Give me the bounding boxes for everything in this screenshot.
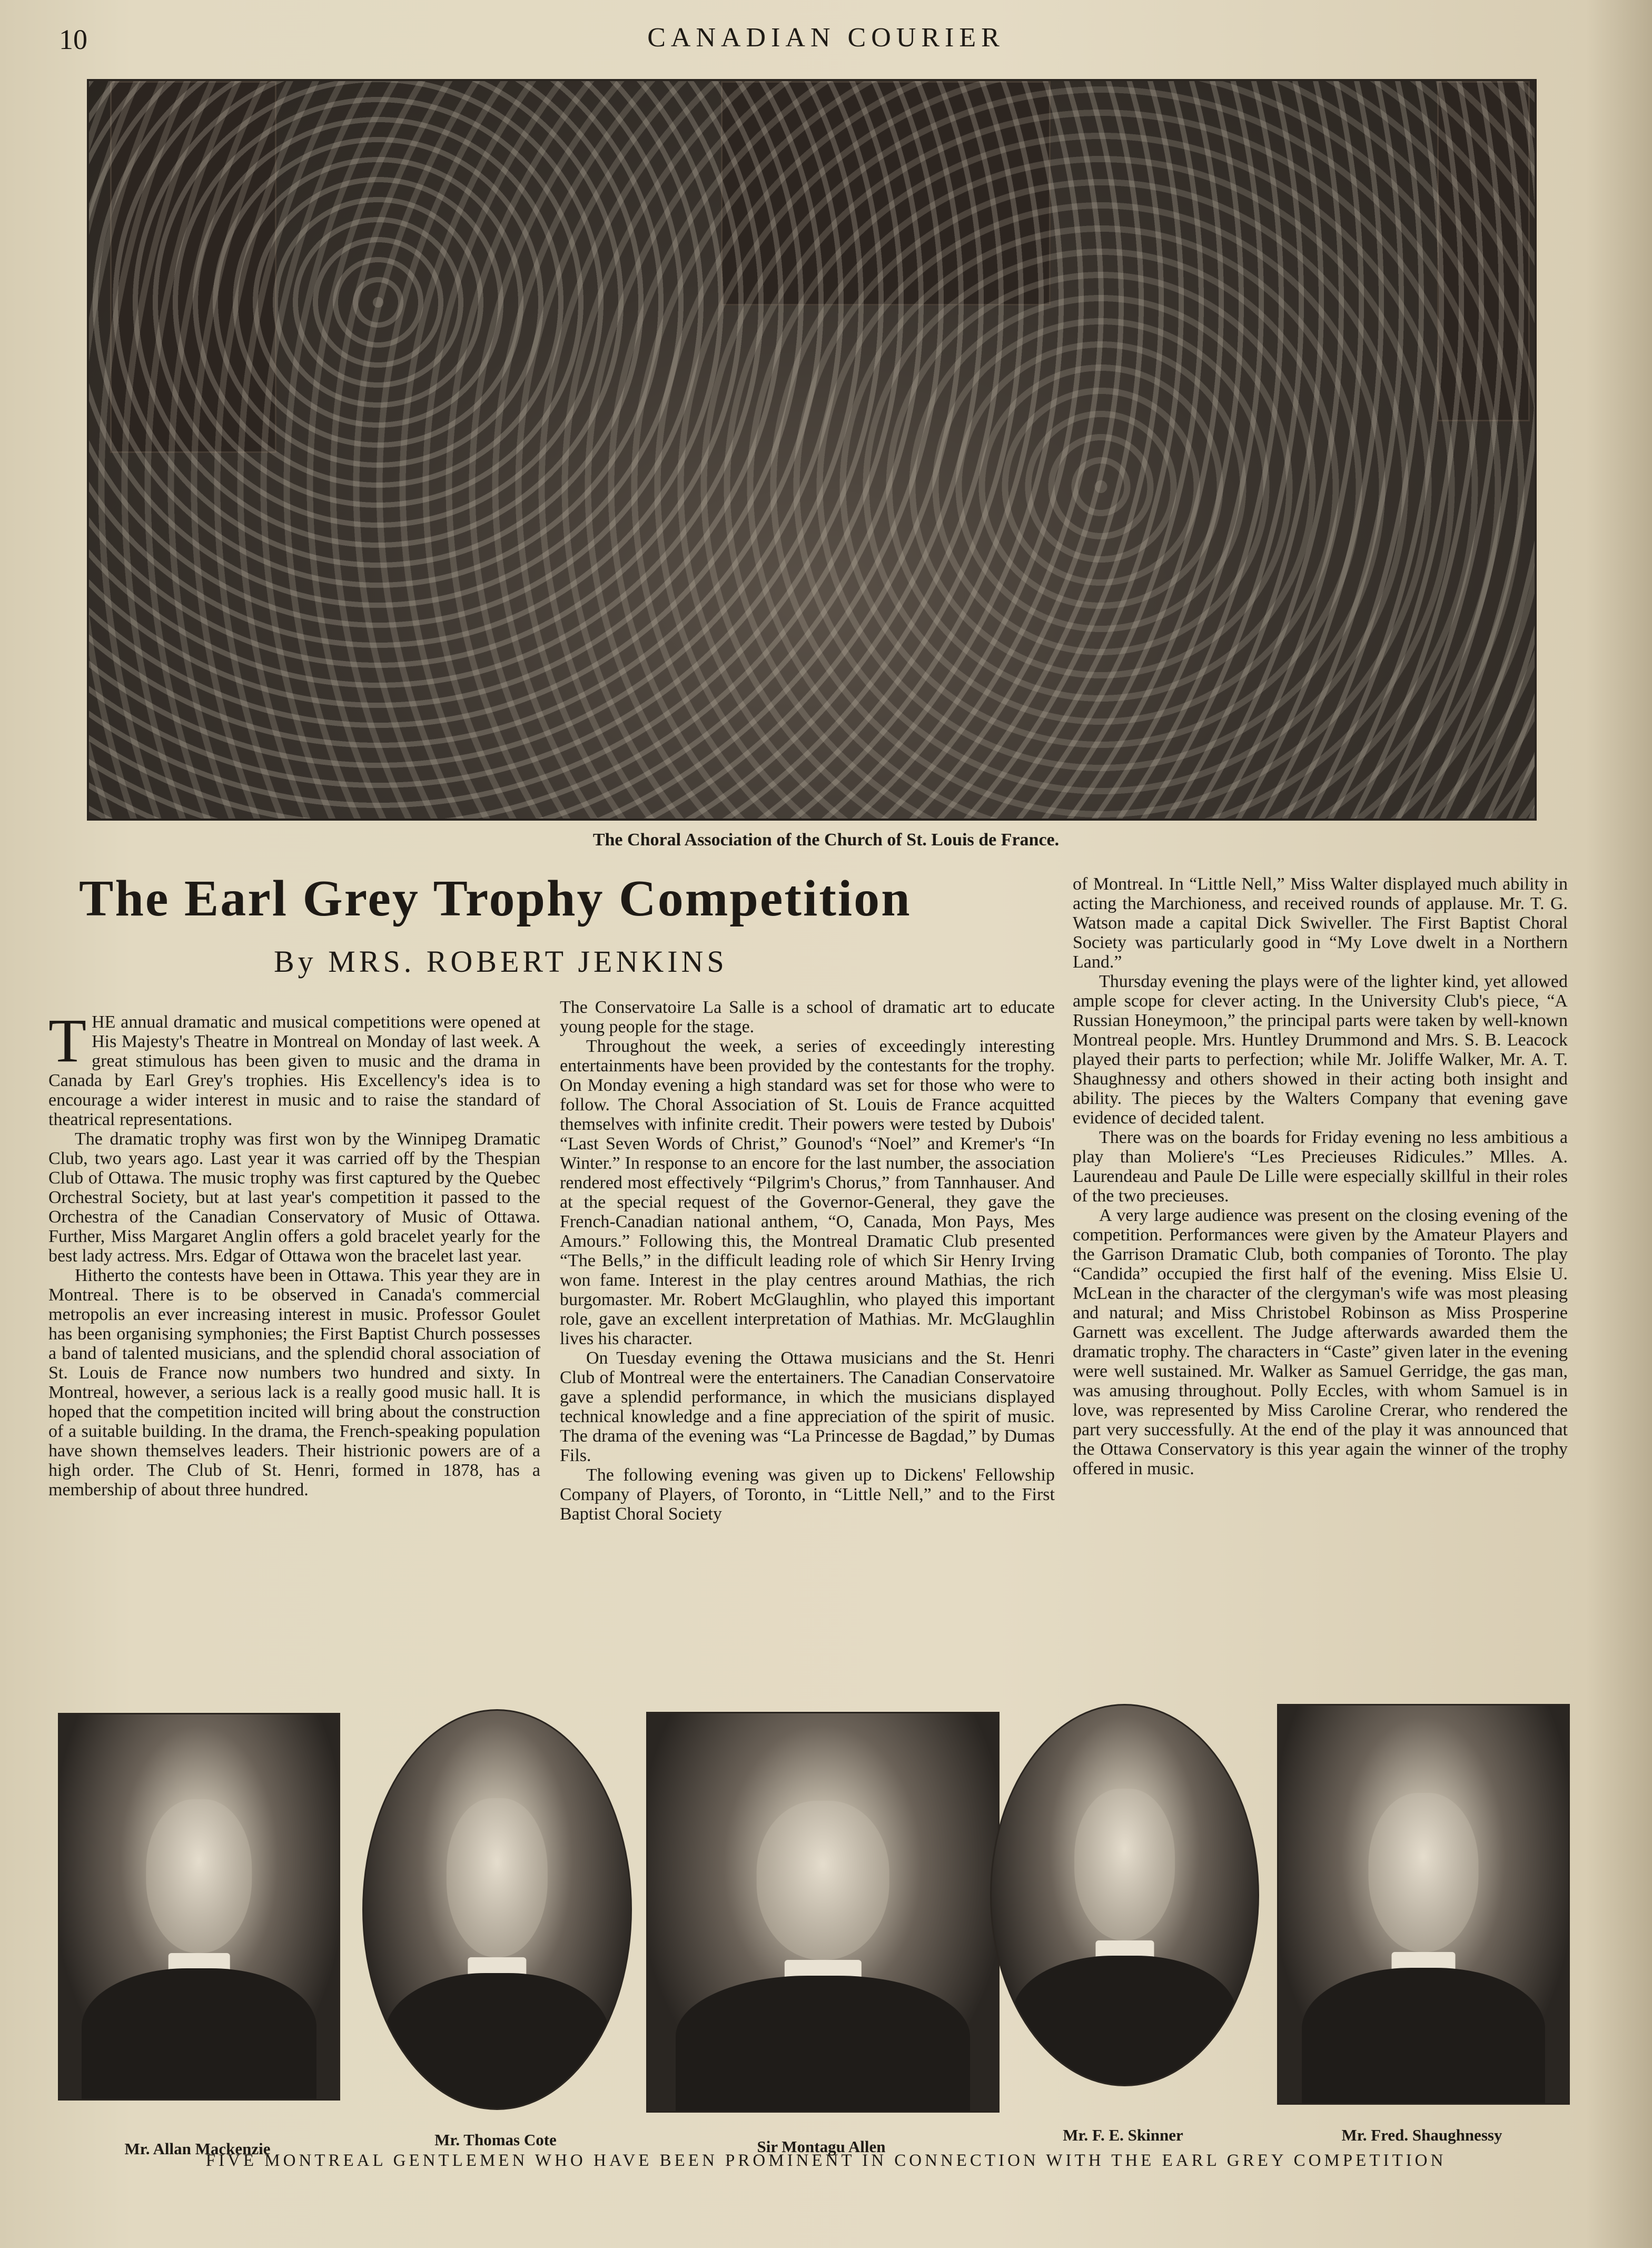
portrait-fred-shaughnessy	[1277, 1704, 1570, 2105]
article-column-2	[560, 998, 1055, 1524]
choral-association-photo	[87, 79, 1537, 821]
main-photo-caption: The Choral Association of the Church of St. Louis de France.	[592, 830, 1060, 850]
paragraph: Hitherto the contests have been in Ottawa. This year they are in Montreal. There is to be observed in Canada's commercial metropolis an ever increasing interest in music. Professor Goulet has been organising symphonies; the First Baptist Church possesses a band of talented musicians, and the splendid choral association of St. Louis de France now numbers two hundred and sixty. In Montreal, however, a serious lack is a really good music hall. It is hoped that the competition incited will bring about the construction of a suitable building. In the drama, the French-speaking population have shown themselves leaders. Their histrionic powers are of a high order. The Club of St. Henri, formed in 1878, has a membership of about three hundred.	[48, 1266, 540, 1500]
paragraph: On Tuesday evening the Ottawa musicians and the St. Henri Club of Montreal were the entertainers. The Canadian Conservatoire gave a splendid performance, in which the musicians displayed technical knowledge and a fine appreciation of the spirit of music. The drama of the evening was “La Princesse de Bagdad,” by Dumas Fils.	[560, 1348, 1055, 1465]
portraits-caption: FIVE MONTREAL GENTLEMEN WHO HAVE BEEN PROMINENT IN CONNECTION WITH THE EARL GREY COMPETITION	[205, 2151, 1447, 2170]
paragraph: Throughout the week, a series of exceedingly interesting entertainments have been provided by the contestants for the trophy. On Monday evening a high standard was set for those who were to follow. The Choral Association of St. Louis de France acquitted themselves with infinite credit. Their powers were tested by Dubois' “Last Seven Words of Christ,” Gounod's “Noel” and Kremer's “In Winter.” In response to an encore for the last number, the association rendered most effectively “Pilgrim's Chorus,” from Tannhauser. And at the special request of the Governor-General, they gave the French-Canadian national anthem, “O, Canada, Mon Pays, Mes Amours.” Following this, the Montreal Dramatic Club presented “The Bells,” in the difficult leading role of which Sir Henry Irving won fame. Interest in the play centres around Mathias, the rich burgomaster. Mr. Robert McGlaughlin, who played this important role, gave an excellent interpretation of Mathias. Mr. McGlaughlin lives his character.	[560, 1037, 1055, 1348]
portrait-allan-mackenzie	[58, 1713, 340, 2101]
article-byline: By MRS. ROBERT JENKINS	[274, 944, 728, 979]
portrait-montagu-allen	[646, 1712, 1000, 2113]
paragraph: The following evening was given up to Dickens' Fellowship Company of Players, of Toronto, in “Little Nell,” and to the First Baptist Choral Society	[560, 1465, 1055, 1524]
article-title: The Earl Grey Trophy Competition	[79, 870, 912, 927]
portrait-fe-skinner	[990, 1704, 1259, 2086]
article-column-1	[48, 1006, 540, 1500]
paragraph: A very large audience was present on the closing evening of the competition. Performances were given by the Amateur Players and the Garrison Dramatic Club, both companies of Toronto. The play “Candida” occupied the first half of the evening. Miss Elsie U. McLean in the character of the clergyman's wife was most pleasing and natural; and Miss Christobel Robinson as Miss Prosperine Garnett was excellent. The Judge afterwards awarded them the dramatic trophy. The characters in “Caste” given later in the evening were well sustained. Mr. Walker as Samuel Gerridge, the gas man, was amusing throughout. Polly Eccles, with whom Samuel is in love, was represented by Miss Caroline Crerar, who rendered the part very successfully. At the end of the play it was announced that the Ottawa Conservatory is this year again the winner of the trophy offered in music.	[1073, 1206, 1568, 1478]
crowd-texture	[89, 81, 1535, 819]
paragraph: The Conservatoire La Salle is a school of dramatic art to educate young people for the stage.	[560, 998, 1055, 1037]
portrait-name: Mr. F. E. Skinner	[1063, 2126, 1183, 2144]
drop-cap: T	[48, 1006, 87, 1075]
paragraph: THE annual dramatic and musical competitions were opened at His Majesty's Theatre in Montreal on Monday of last week. A great stimulous has been given to music and the drama in Canada by Earl Grey's trophies. His Excellency's idea is to encourage a wider interest in music and to raise the standard of theatrical representations.	[48, 1006, 540, 1129]
paragraph: of Montreal. In “Little Nell,” Miss Walter displayed much ability in acting the Marchioness, and received rounds of applause. Mr. T. G. Watson made a capital Dick Swiveller. The First Baptist Choral Society was particularly good in “My Love dwelt in a Northern Land.”	[1073, 874, 1568, 972]
portrait-name: Sir Montagu Allen	[757, 2137, 886, 2156]
portrait-name: Mr. Thomas Cote	[434, 2131, 557, 2149]
masthead: CANADIAN COURIER	[647, 23, 1005, 53]
portrait-name: Mr. Allan Mackenzie	[124, 2139, 271, 2158]
portrait-name: Mr. Fred. Shaughnessy	[1341, 2126, 1502, 2144]
paragraph: Thursday evening the plays were of the lighter kind, yet allowed ample scope for clever acting. In the University Club's piece, “A Russian Honeymoon,” the principal parts were taken by well-known Montreal people. Mrs. Huntley Drummond and Mrs. S. B. Leacock played their parts to perfection; while Mr. Joliffe Walker, Mr. A. T. Shaughnessy and others showed in their acting both insight and ability. The pieces by the Walters Company that evening gave evidence of decided talent.	[1073, 972, 1568, 1128]
page-number: 10	[59, 24, 87, 55]
paragraph: The dramatic trophy was first won by the Winnipeg Dramatic Club, two years ago. Last year it was carried off by the Thespian Club of Ottawa. The music trophy was first captured by the Quebec Orchestral Society, but at last year's competition it passed to the Orchestra of the Canadian Conservatory of Music of Ottawa. Further, Miss Margaret Anglin offers a gold bracelet yearly for the best lady actress. Mrs. Edgar of Ottawa won the bracelet last year.	[48, 1129, 540, 1266]
article-column-3	[1073, 874, 1568, 1478]
portrait-thomas-cote	[362, 1709, 632, 2110]
paragraph: There was on the boards for Friday evening no less ambitious a play than Moliere's “Les Precieuses Ridicules.” Mlles. A. Laurendeau and Paule De Lille were especially skillful in their roles of the two precieuses.	[1073, 1128, 1568, 1206]
